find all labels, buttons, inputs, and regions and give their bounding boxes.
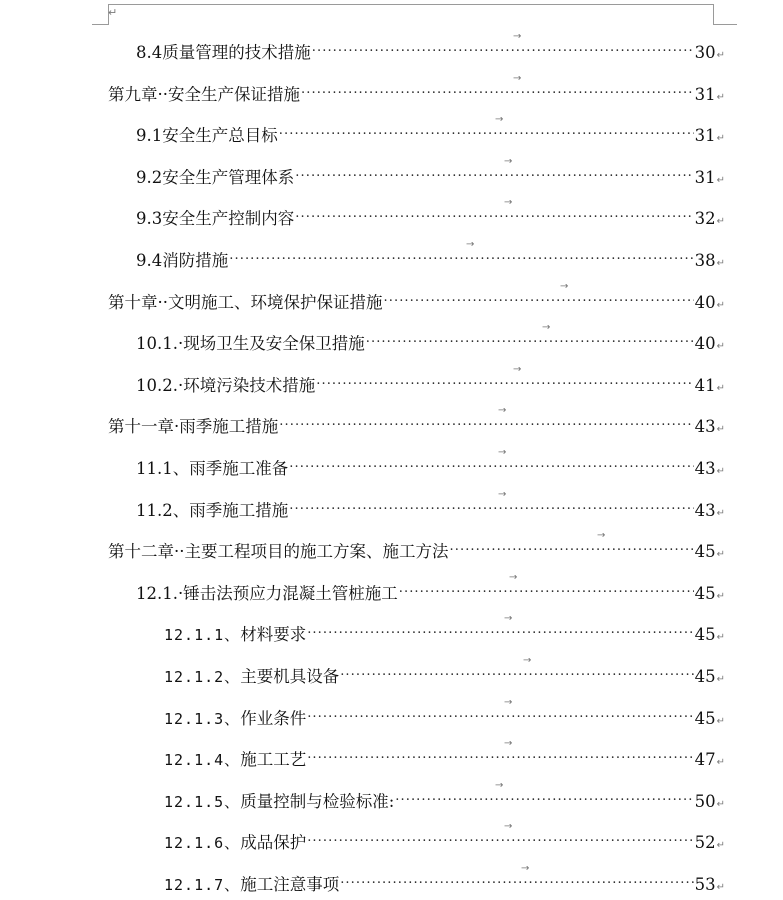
- toc-entry[interactable]: [108, 533, 725, 562]
- toc-entry-page-number: 38: [694, 251, 716, 270]
- paragraph-mark-icon: ↵: [716, 757, 725, 769]
- tab-arrow-icon: ..... →: [503, 200, 513, 215]
- tab-arrow-icon: ..... →: [497, 492, 507, 507]
- paragraph-mark-icon: ↵: [108, 6, 118, 19]
- toc-entry-number: 12.1.7、: [164, 876, 241, 894]
- toc-entry-page-number: 45: [694, 667, 716, 686]
- tab-arrow-icon: ..... →: [503, 159, 513, 174]
- toc-entry-title: 文明施工、环境保护保证措施: [168, 292, 383, 312]
- toc-entry-title: 质量控制与检验标准:: [240, 791, 395, 811]
- toc-entry[interactable]: [136, 200, 725, 229]
- toc-dot-leader: [399, 575, 694, 599]
- toc-entry-title: 安全生产控制内容: [162, 209, 295, 229]
- toc-entry-number: 第十章··: [108, 292, 168, 312]
- toc-entry-page-number: 31: [694, 84, 716, 104]
- paragraph-mark-icon: ↵: [716, 91, 725, 103]
- paragraph-mark-icon: ↵: [716, 507, 725, 519]
- toc-entry[interactable]: [164, 824, 725, 853]
- tab-arrow-icon: ..... →: [465, 242, 475, 257]
- paragraph-mark-icon: ↵: [716, 715, 725, 727]
- toc-entry-title: 施工工艺: [240, 750, 307, 770]
- toc-entry-title: 成品保护: [240, 833, 307, 853]
- toc-entry[interactable]: [136, 242, 725, 270]
- toc-entry-title: 施工注意事项: [240, 875, 340, 894]
- toc-dot-leader: [307, 616, 693, 640]
- toc-entry-number: 8.4: [136, 43, 163, 62]
- toc-dot-leader: [295, 200, 693, 224]
- toc-entry-title: 现场卫生及安全保卫措施: [183, 334, 365, 354]
- toc-entry-number: 12.1.·: [136, 583, 184, 603]
- toc-entry[interactable]: [136, 325, 725, 354]
- toc-entry-number: 12.1.3、: [164, 709, 241, 728]
- toc-dot-leader: [307, 700, 693, 724]
- tab-arrow-icon: ..... →: [503, 741, 513, 756]
- margin-corner-mark-left-horizontal: [92, 24, 109, 25]
- toc-entry-title: 材料要求: [240, 625, 307, 645]
- toc-entry-number: 第十二章··: [108, 542, 185, 562]
- paragraph-mark-icon: ↵: [716, 216, 725, 228]
- tab-arrow-icon: ..... →: [559, 284, 569, 299]
- toc-entry[interactable]: [164, 699, 725, 728]
- paragraph-mark-icon: ↵: [716, 798, 725, 810]
- toc-entry-number: 11.1、: [136, 459, 190, 478]
- paragraph-mark-icon: ↵: [716, 341, 725, 353]
- toc-dot-leader: [312, 34, 694, 58]
- tab-arrow-icon: ..... →: [503, 616, 513, 631]
- toc-entry-title: 消防措施: [162, 251, 229, 270]
- toc-dot-leader: [450, 533, 694, 557]
- toc-entry-page-number: 43: [694, 459, 716, 478]
- toc-entry-page-number: 43: [694, 417, 716, 437]
- toc-entry[interactable]: [164, 741, 725, 770]
- paragraph-mark-icon: ↵: [716, 674, 725, 685]
- tab-arrow-icon: ..... →: [512, 34, 522, 49]
- toc-dot-leader: [340, 658, 693, 682]
- toc-entry[interactable]: [136, 450, 725, 478]
- paragraph-mark-icon: ↵: [716, 382, 725, 394]
- toc-entry[interactable]: [108, 75, 725, 104]
- toc-dot-leader: [289, 450, 693, 474]
- tab-arrow-icon: ..... →: [508, 575, 518, 590]
- toc-entry-page-number: 45: [694, 583, 716, 603]
- toc-entry[interactable]: [136, 366, 725, 395]
- tab-arrow-icon: ..... →: [503, 824, 513, 839]
- tab-arrow-icon: ..... →: [503, 700, 513, 715]
- paragraph-mark-icon: ↵: [716, 632, 725, 644]
- tab-arrow-icon: ..... →: [596, 533, 606, 548]
- paragraph-mark-icon: ↵: [716, 590, 725, 602]
- toc-entry[interactable]: [136, 117, 725, 146]
- toc-entry-page-number: 41: [694, 375, 716, 395]
- toc-entry-title: 主要工程项目的施工方案、施工方法: [184, 542, 449, 562]
- toc-entry-page-number: 45: [694, 708, 716, 728]
- toc-entry-number: 10.2.·: [136, 375, 184, 395]
- toc-entry[interactable]: [136, 158, 725, 187]
- toc-dot-leader: [301, 76, 694, 100]
- paragraph-mark-icon: ↵: [716, 424, 725, 436]
- toc-entry-number: 第十一章·: [108, 417, 180, 437]
- toc-entry-title: 环境污染技术措施: [183, 375, 316, 395]
- toc-entry[interactable]: [164, 782, 725, 811]
- toc-dot-leader: [384, 284, 694, 308]
- toc-entry-title: 雨季施工措施: [179, 417, 279, 437]
- toc-dot-leader: [340, 866, 693, 890]
- paragraph-mark-icon: ↵: [716, 174, 725, 186]
- paragraph-mark-icon: ↵: [716, 133, 725, 145]
- toc-entry-number: 12.1.4、: [164, 751, 241, 770]
- toc-entry[interactable]: [164, 616, 725, 645]
- tab-arrow-icon: ..... →: [512, 367, 522, 382]
- toc-entry-number: 12.1.2、: [164, 668, 241, 686]
- toc-dot-leader: [289, 492, 693, 516]
- tab-arrow-icon: ..... →: [520, 866, 530, 881]
- toc-entry[interactable]: [136, 34, 725, 62]
- toc-entry[interactable]: [136, 491, 725, 520]
- toc-entry-number: 第九章··: [108, 84, 168, 104]
- toc-dot-leader: [279, 408, 693, 432]
- tab-arrow-icon: ..... →: [512, 76, 522, 91]
- toc-entry-page-number: 45: [694, 625, 716, 645]
- toc-entry-number: 12.1.5、: [164, 792, 241, 811]
- toc-entry[interactable]: [108, 408, 725, 437]
- toc-entry-page-number: 31: [694, 167, 716, 187]
- toc-entry-page-number: 45: [694, 542, 716, 562]
- toc-entry-page-number: 30: [694, 43, 716, 62]
- toc-entry-number: 9.2: [136, 167, 163, 187]
- paragraph-mark-icon: ↵: [716, 840, 725, 852]
- paragraph-mark-icon: ↵: [716, 258, 725, 269]
- toc-entry-page-number: 43: [694, 500, 716, 520]
- tab-arrow-icon: ..... →: [522, 658, 532, 673]
- toc-entry-number: 11.2、: [136, 500, 190, 520]
- toc-dot-leader: [316, 367, 693, 391]
- toc-entry-page-number: 31: [694, 126, 716, 146]
- tab-arrow-icon: ..... →: [497, 450, 507, 465]
- toc-entry-page-number: 32: [694, 209, 716, 229]
- toc-entry-title: 锤击法预应力混凝土管桩施工: [183, 583, 398, 603]
- tab-arrow-icon: ..... →: [497, 408, 507, 423]
- tab-arrow-icon: ..... →: [494, 117, 504, 132]
- toc-entry-page-number: 47: [694, 750, 716, 770]
- toc-entry[interactable]: [108, 283, 725, 312]
- toc-dot-leader: [395, 783, 693, 807]
- margin-corner-mark-right: [713, 4, 714, 25]
- toc-entry-number: 9.3: [136, 209, 163, 229]
- toc-entry-page-number: 40: [694, 292, 716, 312]
- toc-entry[interactable]: [164, 658, 725, 686]
- toc-entry-title: 主要机具设备: [240, 667, 340, 686]
- toc-entry-number: 12.1.1、: [164, 626, 241, 645]
- paragraph-mark-icon: ↵: [716, 50, 725, 61]
- margin-corner-mark-right-horizontal: [713, 24, 737, 25]
- toc-dot-leader: [229, 242, 693, 266]
- toc-dot-leader: [295, 159, 693, 183]
- toc-entry-title: 安全生产保证措施: [168, 84, 300, 104]
- toc-entry-number: 9.4: [136, 251, 163, 270]
- toc-entry-title: 安全生产总目标: [162, 126, 278, 146]
- paragraph-mark-icon: ↵: [716, 299, 725, 311]
- toc-entry-number: 9.1: [136, 126, 163, 146]
- toc-entry-number: 12.1.6、: [164, 834, 241, 853]
- toc-dot-leader: [307, 741, 693, 765]
- toc-entry-title: 质量管理的技术措施: [162, 43, 311, 62]
- toc-entry-number: 10.1.·: [136, 334, 184, 354]
- tab-arrow-icon: ..... →: [494, 783, 504, 798]
- toc-entry-page-number: 50: [694, 791, 716, 811]
- toc-entry-title: 雨季施工准备: [189, 459, 289, 478]
- toc-entry-title: 雨季施工措施: [189, 500, 289, 520]
- toc-entry-title: 作业条件: [240, 708, 307, 728]
- toc-dot-leader: [279, 117, 694, 141]
- toc-dot-leader: [307, 824, 693, 848]
- toc-entry-page-number: 52: [694, 833, 716, 853]
- toc-entry[interactable]: [164, 866, 725, 894]
- toc-entry-page-number: 53: [694, 875, 716, 894]
- toc-entry-title: 安全生产管理体系: [162, 167, 295, 187]
- toc-entry-page-number: 40: [694, 334, 716, 354]
- paragraph-mark-icon: ↵: [716, 549, 725, 561]
- paragraph-mark-icon: ↵: [716, 466, 725, 477]
- toc-entry[interactable]: [136, 574, 725, 603]
- toc-dot-leader: [366, 325, 694, 349]
- paragraph-mark-icon: ↵: [716, 882, 725, 893]
- page-top-margin-line: [108, 4, 714, 5]
- tab-arrow-icon: ..... →: [541, 325, 551, 340]
